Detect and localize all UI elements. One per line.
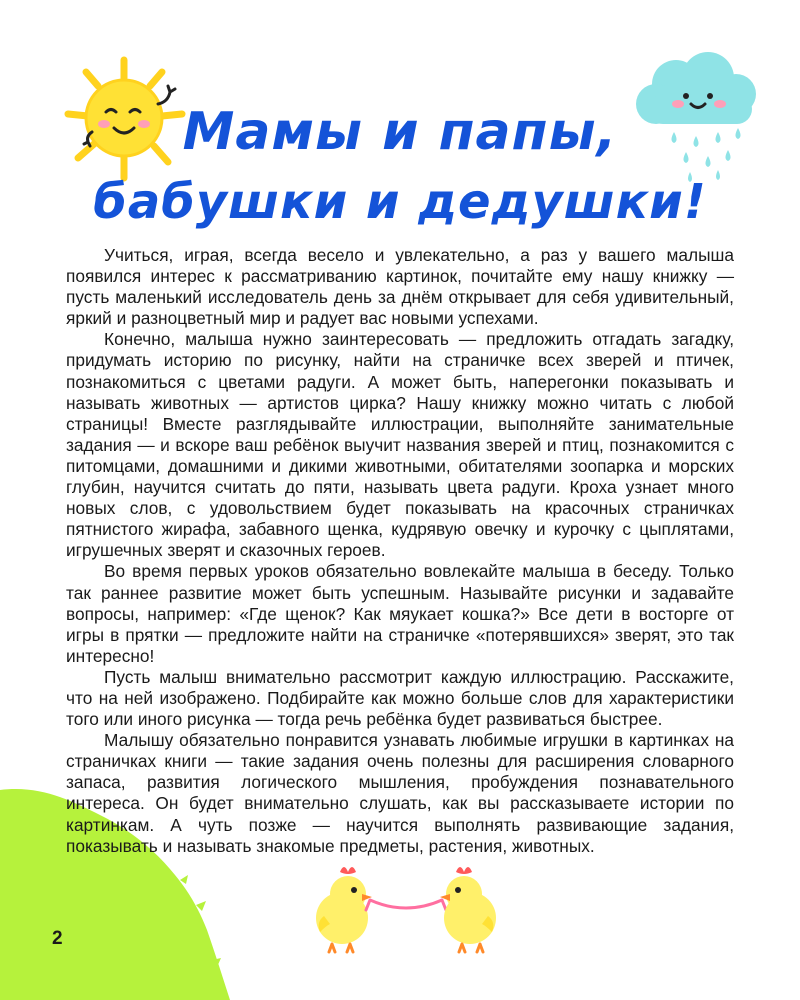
paragraph-1: Учиться, играя, всегда весело и увлекательно, а раз у вашего малыша появился интерес к рассматриванию картинок, почитайте ему нашу книжку — пусть маленький исследователь день за днём открывает для себя удивительный, яркий и разноцветный мир и радует вас новыми успехами.: [66, 245, 734, 329]
title-line-1: Мамы и папы,: [182, 102, 618, 162]
body-text: [66, 245, 734, 857]
page-title: [0, 100, 800, 234]
page-number: 2: [52, 928, 63, 949]
paragraph-3: Во время первых уроков обязательно вовлекайте малыша в беседу. Только так раннее развитие может быть успешным. Называйте рисунки и задавайте вопросы, например: «Где щенок? Как мяукает кошка?» Все дети в восторге от игры в прятки — предложите найти на страничке «потерявшихся» зверят, это так интересно!: [66, 561, 734, 666]
paragraph-5: Малышу обязательно понравится узнавать любимые игрушки в картинках на страничках книги — такие задания очень полезны для расширения словарного запаса, развития логического мышления, пробуждения познавательного интереса. Он будет внимательно слушать, как вы рассказываете истории по картинкам. А чуть позже — научится выполнять развивающие задания, показывать и называть знакомые предметы, растения, животных.: [66, 730, 734, 856]
two-chicks-with-rope-icon: [296, 860, 516, 956]
paragraph-2: Конечно, малыша нужно заинтересовать — предложить отгадать загадку, придумать историю по рисунку, найти на страничке всех зверей и птичек, познакомиться с цветами радуги. А может быть, наперегонки показывать и называть животных — артистов цирка? Нашу книжку можно читать с любой страницы! Вместе разглядывайте иллюстрации, выполняйте занимательные задания — и вскоре ваш ребёнок выучит названия зверей и птиц, познакомится с питомцами, домашними и дикими животными, обитателями зоопарка и морских глубин, научится считать до пяти, называть цвета радуги. Кроха узнает много новых слов, с удовольствием будет показывать на красочных страничках пятнистого жирафа, забавного щенка, кудрявую овечку и курочку с цыплятами, игрушечных зверят и сказочных героев.: [66, 329, 734, 561]
paragraph-4: Пусть малыш внимательно рассмотрит каждую иллюстрацию. Расскажите, что на ней изображено. Подбирайте как можно больше слов для характеристики того или иного рисунка — тогда речь ребёнка будет развиваться быстрее.: [66, 666, 734, 730]
title-line-2: бабушки и дедушки!: [93, 174, 707, 230]
